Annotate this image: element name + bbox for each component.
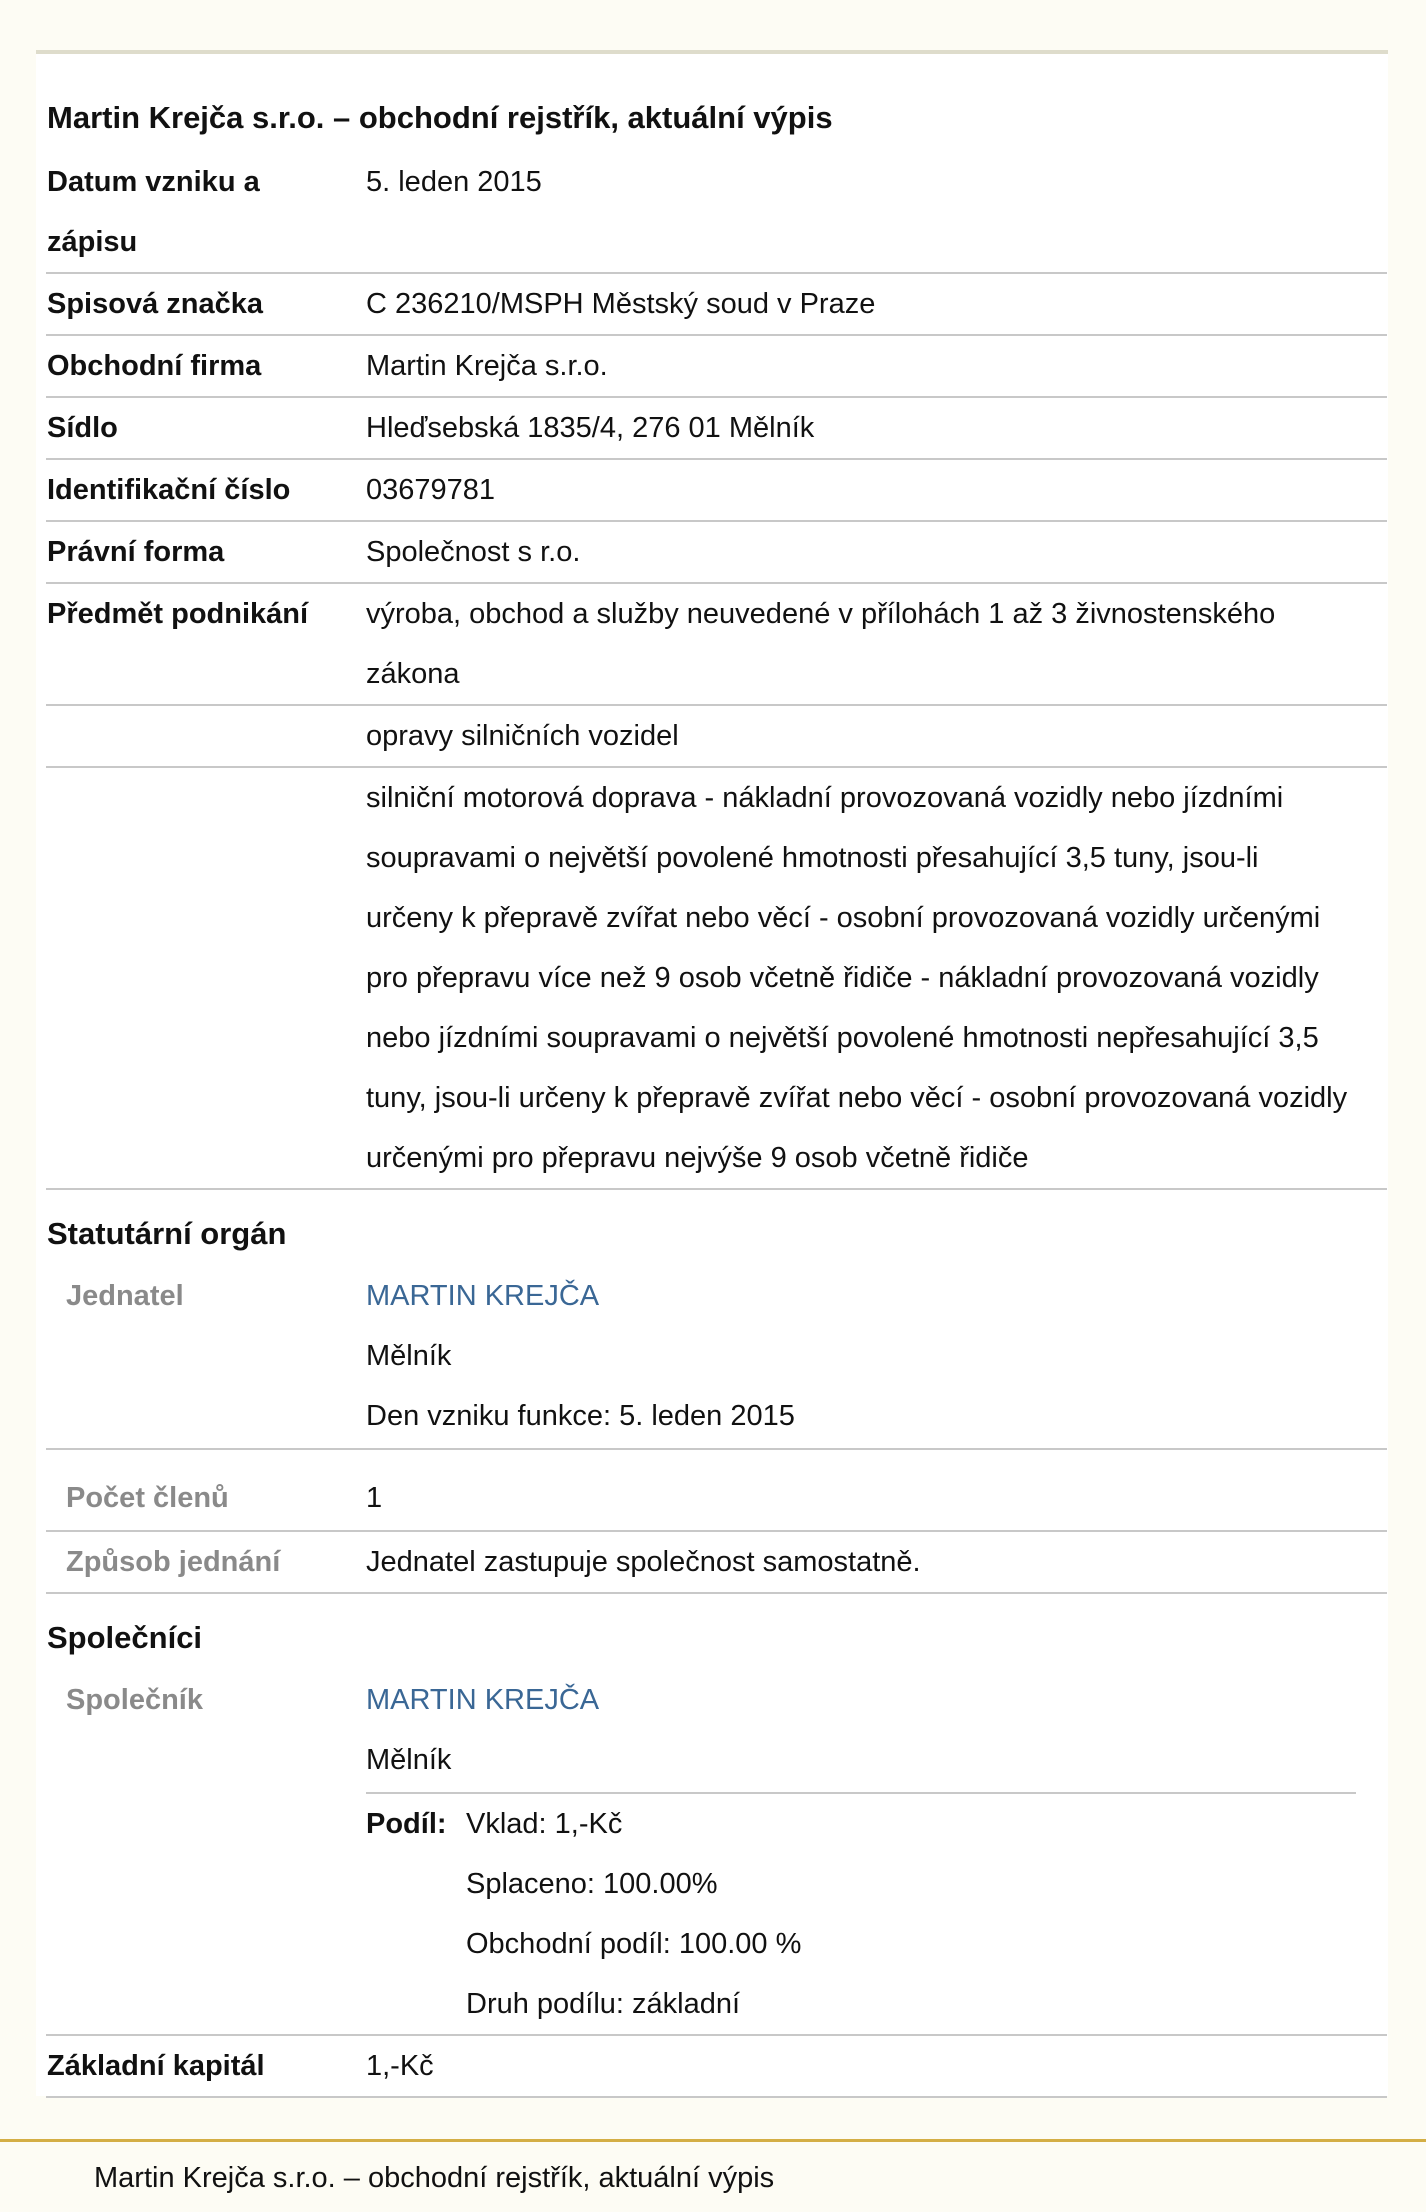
predmet-item-1-line-2: zákona <box>366 658 460 690</box>
predmet-item-3-line-4: pro přepravu více než 9 osob včetně řidiče - nákladní provozovaná vozidly <box>366 962 1319 994</box>
value-podil-druh: Druh podílu: základní <box>466 1988 741 2020</box>
predmet-item-3-line-6: tuny, jsou-li určeny k přepravě zvířat nebo věcí - osobní provozovaná vozidly <box>366 1082 1348 1114</box>
page-title: Martin Krejča s.r.o. – obchodní rejstřík, aktuální výpis <box>47 100 833 135</box>
divider <box>46 1592 1387 1594</box>
label-datum-vzniku: Datum vzniku a <box>47 166 260 198</box>
value-spolecnik-city: Mělník <box>366 1744 452 1776</box>
footer-divider <box>0 2139 1426 2142</box>
predmet-item-3-line-7: určenými pro přepravu nejvýše 9 osob včetně řidiče <box>366 1142 1029 1174</box>
predmet-item-1-line-1: výroba, obchod a služby neuvedené v přílohách 1 až 3 živnostenského <box>366 598 1276 630</box>
value-datum-vzniku: 5. leden 2015 <box>366 166 542 198</box>
label-zpusob-jednani: Způsob jednání <box>66 1546 281 1578</box>
link-jednatel-name[interactable]: MARTIN KREJČA <box>366 1280 600 1312</box>
value-zakladni-kapital: 1,-Kč <box>366 2050 434 2082</box>
label-zakladni-kapital: Základní kapitál <box>47 2050 265 2082</box>
label-identifikacni-cislo: Identifikační číslo <box>47 474 291 506</box>
predmet-item-3-line-1: silniční motorová doprava - nákladní provozovaná vozidly nebo jízdními <box>366 782 1284 814</box>
value-pravni-forma: Společnost s r.o. <box>366 536 581 568</box>
footer-text: Martin Krejča s.r.o. – obchodní rejstřík, aktuální výpis <box>94 2162 775 2194</box>
label-spolecnik: Společník <box>66 1684 203 1716</box>
value-identifikacni-cislo: 03679781 <box>366 474 496 506</box>
predmet-item-3-line-5: nebo jízdními soupravami o největší povolené hmotnosti nepřesahující 3,5 <box>366 1022 1319 1054</box>
label-pravni-forma: Právní forma <box>47 536 225 568</box>
label-obchodni-firma: Obchodní firma <box>47 350 262 382</box>
divider <box>46 1448 1387 1450</box>
section-statutarni-organ: Statutární orgán <box>47 1216 287 1251</box>
value-zpusob-jednani: Jednatel zastupuje společnost samostatně. <box>366 1546 921 1578</box>
label-sidlo: Sídlo <box>47 412 118 444</box>
label-predmet-podnikani: Předmět podnikání <box>47 598 309 630</box>
label-datum-zapisu: zápisu <box>47 226 138 258</box>
value-spisova-znacka: C 236210/MSPH Městský soud v Praze <box>366 288 876 320</box>
label-pocet-clenu: Počet členů <box>66 1482 229 1514</box>
value-jednatel-city: Mělník <box>366 1340 452 1372</box>
label-spisova-znacka: Spisová značka <box>47 288 263 320</box>
divider <box>46 1188 1387 1190</box>
value-podil-vklad: Vklad: 1,-Kč <box>466 1808 623 1840</box>
value-podil-splaceno: Splaceno: 100.00% <box>466 1868 718 1900</box>
predmet-item-3-line-2: soupravami o největší povolené hmotnosti přesahující 3,5 tuny, jsou-li <box>366 842 1259 874</box>
predmet-item-2-line-1: opravy silničních vozidel <box>366 720 679 752</box>
value-obchodni-firma: Martin Krejča s.r.o. <box>366 350 608 382</box>
value-podil-obchodni: Obchodní podíl: 100.00 % <box>466 1928 802 1960</box>
value-pocet-clenu: 1 <box>366 1482 383 1514</box>
label-jednatel: Jednatel <box>66 1280 184 1312</box>
value-sidlo: Hleďsebská 1835/4, 276 01 Mělník <box>366 412 815 444</box>
link-spolecnik-name[interactable]: MARTIN KREJČA <box>366 1684 600 1716</box>
label-podil: Podíl: <box>366 1808 447 1840</box>
value-jednatel-funkce: Den vzniku funkce: 5. leden 2015 <box>366 1400 795 1432</box>
predmet-item-3-line-3: určeny k přepravě zvířat nebo věcí - osobní provozovaná vozidly určenými <box>366 902 1321 934</box>
section-spolecnici: Společníci <box>47 1620 203 1655</box>
divider <box>46 2096 1387 2098</box>
